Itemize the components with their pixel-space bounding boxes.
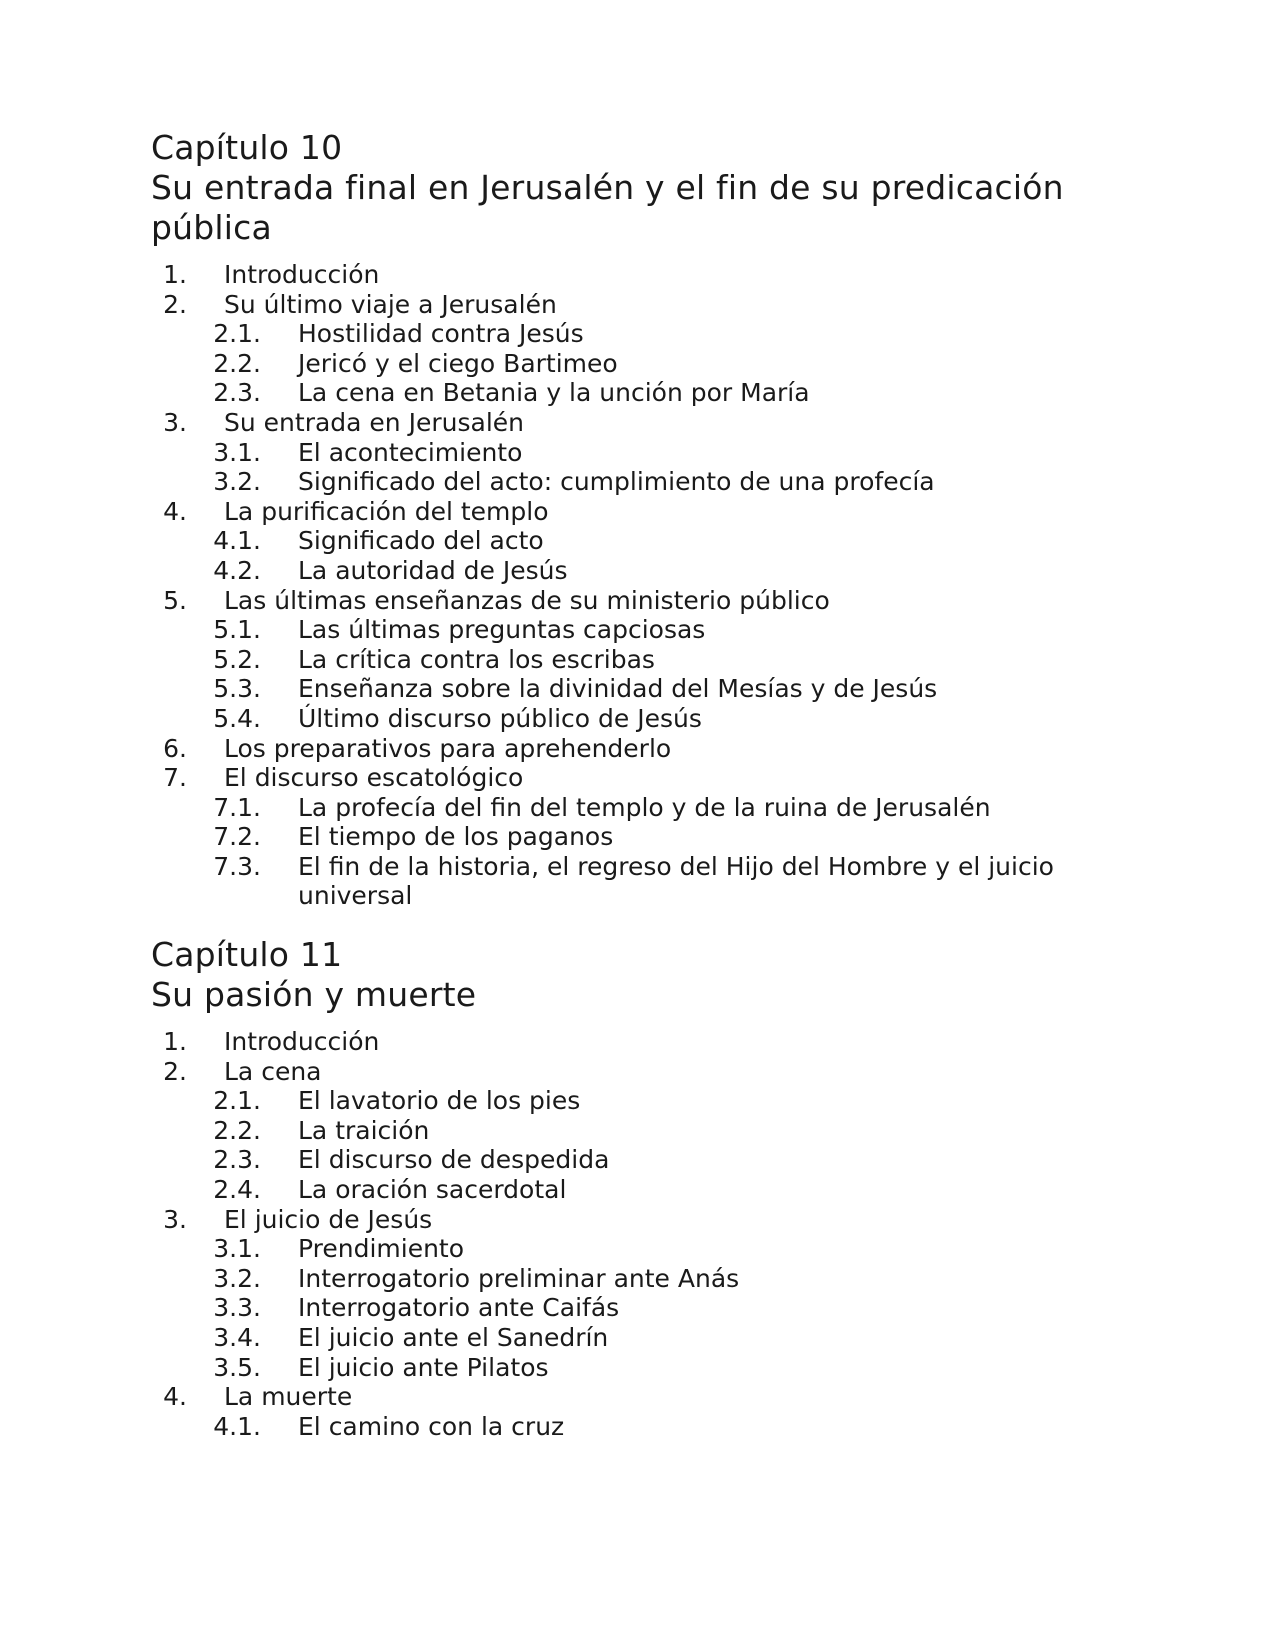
subitem-label: Interrogatorio preliminar ante Anás	[298, 1263, 740, 1293]
subitem-label: Significado del acto: cumplimiento de una profecía	[298, 467, 935, 497]
subitem-label: Hostilidad contra Jesús	[298, 319, 584, 349]
subitem-number: 3.2.	[213, 467, 261, 497]
subitem-number: 5.3.	[213, 674, 261, 704]
subitem-label: El fin de la historia, el regreso del Hijo del Hombre y el juicio universal	[298, 851, 1054, 911]
chapter-title: Capítulo 11	[151, 935, 343, 975]
toc-item	[151, 290, 1126, 320]
item-label: Introducción	[224, 1027, 380, 1057]
item-number: 4.	[163, 496, 187, 526]
toc-item	[151, 497, 1126, 527]
toc-subitem	[151, 615, 1126, 645]
toc-subitem	[151, 1293, 1126, 1323]
toc-subitem	[151, 556, 1126, 586]
subitem-number: 3.2.	[213, 1263, 261, 1293]
item-label: Las últimas enseñanzas de su ministerio público	[224, 585, 830, 615]
item-label: La purificación del templo	[224, 496, 549, 526]
subitem-label: La crítica contra los escribas	[298, 644, 655, 674]
item-label: Los preparativos para aprehenderlo	[224, 733, 672, 763]
subitem-label: Último discurso público de Jesús	[298, 703, 702, 733]
toc-subitem	[151, 1264, 1126, 1294]
subitem-label: Jericó y el ciego Bartimeo	[298, 348, 618, 378]
subitem-number: 2.3.	[213, 1145, 261, 1175]
subitem-number: 2.4.	[213, 1175, 261, 1205]
subitem-number: 5.4.	[213, 703, 261, 733]
toc-item	[151, 1027, 1126, 1057]
toc-subitem	[151, 645, 1126, 675]
chapter-subtitle: Su entrada final en Jerusalén y el fin de su predicación pública	[151, 168, 1064, 247]
subitem-number: 2.1.	[213, 1086, 261, 1116]
subitem-label: Significado del acto	[298, 526, 544, 556]
toc-item	[151, 408, 1126, 438]
toc-subitem	[151, 526, 1126, 556]
toc-subitem	[151, 793, 1126, 823]
subitem-number: 3.1.	[213, 1234, 261, 1264]
subitem-number: 3.5.	[213, 1352, 261, 1382]
item-label: Su último viaje a Jerusalén	[224, 289, 557, 319]
toc-subitem	[151, 674, 1126, 704]
subitem-number: 5.1.	[213, 615, 261, 645]
subitem-label: Prendimiento	[298, 1234, 465, 1264]
toc-list	[151, 1027, 1126, 1441]
item-number: 3.	[163, 407, 187, 437]
subitem-number: 3.3.	[213, 1293, 261, 1323]
subitem-number: 7.3.	[213, 851, 261, 881]
toc-subitem	[151, 349, 1126, 379]
chapter-heading	[151, 935, 1126, 1015]
subitem-label: Enseñanza sobre la divinidad del Mesías y de Jesús	[298, 674, 938, 704]
toc-subitem	[151, 1353, 1126, 1383]
toc-subitem	[151, 438, 1126, 468]
toc-subitem	[151, 704, 1126, 734]
subitem-label: El juicio ante el Sanedrín	[298, 1323, 609, 1352]
subitem-label: Las últimas preguntas capciosas	[298, 615, 706, 645]
toc-item	[151, 734, 1126, 764]
subitem-label: El camino con la cruz	[298, 1411, 565, 1441]
item-number: 7.	[163, 763, 187, 793]
toc-subitem	[151, 1116, 1126, 1146]
item-number: 1.	[163, 1027, 187, 1057]
toc-subitem	[151, 822, 1126, 852]
subitem-label: La profecía del fin del templo y de la ruina de Jerusalén	[298, 792, 991, 822]
item-number: 6.	[163, 733, 187, 763]
item-label: El discurso escatológico	[224, 763, 524, 793]
toc-item	[151, 763, 1126, 793]
subitem-number: 2.2.	[213, 1115, 261, 1145]
toc-subitem	[151, 1175, 1126, 1205]
subitem-label: El acontecimiento	[298, 437, 523, 467]
toc-item	[151, 260, 1126, 290]
subitem-number: 4.1.	[213, 526, 261, 556]
item-label: La muerte	[224, 1382, 353, 1412]
subitem-label: El lavatorio de los pies	[298, 1086, 581, 1116]
toc-subitem	[151, 467, 1126, 497]
toc-subitem	[151, 378, 1126, 408]
toc-item	[151, 1205, 1126, 1235]
item-number: 4.	[163, 1382, 187, 1412]
toc-item	[151, 1382, 1126, 1412]
chapter-subtitle: Su pasión y muerte	[151, 975, 477, 1015]
subitem-number: 3.1.	[213, 437, 261, 467]
subitem-number: 5.2.	[213, 644, 261, 674]
subitem-label: Interrogatorio ante Caifás	[298, 1293, 620, 1323]
toc-subitem	[151, 1086, 1126, 1116]
chapter-title: Capítulo 10	[151, 128, 343, 167]
toc-list	[151, 260, 1126, 911]
toc-item	[151, 586, 1126, 616]
subitem-number: 2.3.	[213, 378, 261, 408]
subitem-label: El tiempo de los paganos	[298, 822, 614, 852]
subitem-number: 2.2.	[213, 348, 261, 378]
chapter-heading	[151, 128, 1126, 248]
subitem-number: 4.1.	[213, 1411, 261, 1441]
item-number: 3.	[163, 1204, 187, 1234]
subitem-label: La autoridad de Jesús	[298, 555, 568, 585]
subitem-number: 2.1.	[213, 319, 261, 349]
chapter-10	[151, 128, 1126, 911]
toc-item	[151, 1057, 1126, 1087]
subitem-number: 7.2.	[213, 822, 261, 852]
toc-subitem	[151, 1234, 1126, 1264]
subitem-number: 7.1.	[213, 792, 261, 822]
toc-subitem	[151, 1323, 1126, 1353]
item-label: El juicio de Jesús	[224, 1204, 433, 1234]
toc-subitem	[151, 319, 1126, 349]
item-label: Introducción	[224, 260, 380, 289]
item-number: 2.	[163, 289, 187, 319]
item-label: La cena	[224, 1056, 322, 1086]
subitem-label: La cena en Betania y la unción por María	[298, 378, 810, 408]
subitem-label: La traición	[298, 1115, 430, 1145]
item-number: 2.	[163, 1056, 187, 1086]
subitem-label: El juicio ante Pilatos	[298, 1352, 549, 1382]
subitem-label: La oración sacerdotal	[298, 1175, 567, 1205]
toc-subitem	[151, 1412, 1126, 1442]
toc-subitem	[151, 852, 1126, 911]
item-number: 5.	[163, 585, 187, 615]
item-number: 1.	[163, 260, 187, 289]
chapter-11	[151, 935, 1126, 1441]
toc-subitem	[151, 1145, 1126, 1175]
item-label: Su entrada en Jerusalén	[224, 407, 524, 437]
document-page	[151, 128, 1126, 1441]
subitem-number: 4.2.	[213, 555, 261, 585]
subitem-label: El discurso de despedida	[298, 1145, 610, 1175]
subitem-number: 3.4.	[213, 1323, 261, 1352]
